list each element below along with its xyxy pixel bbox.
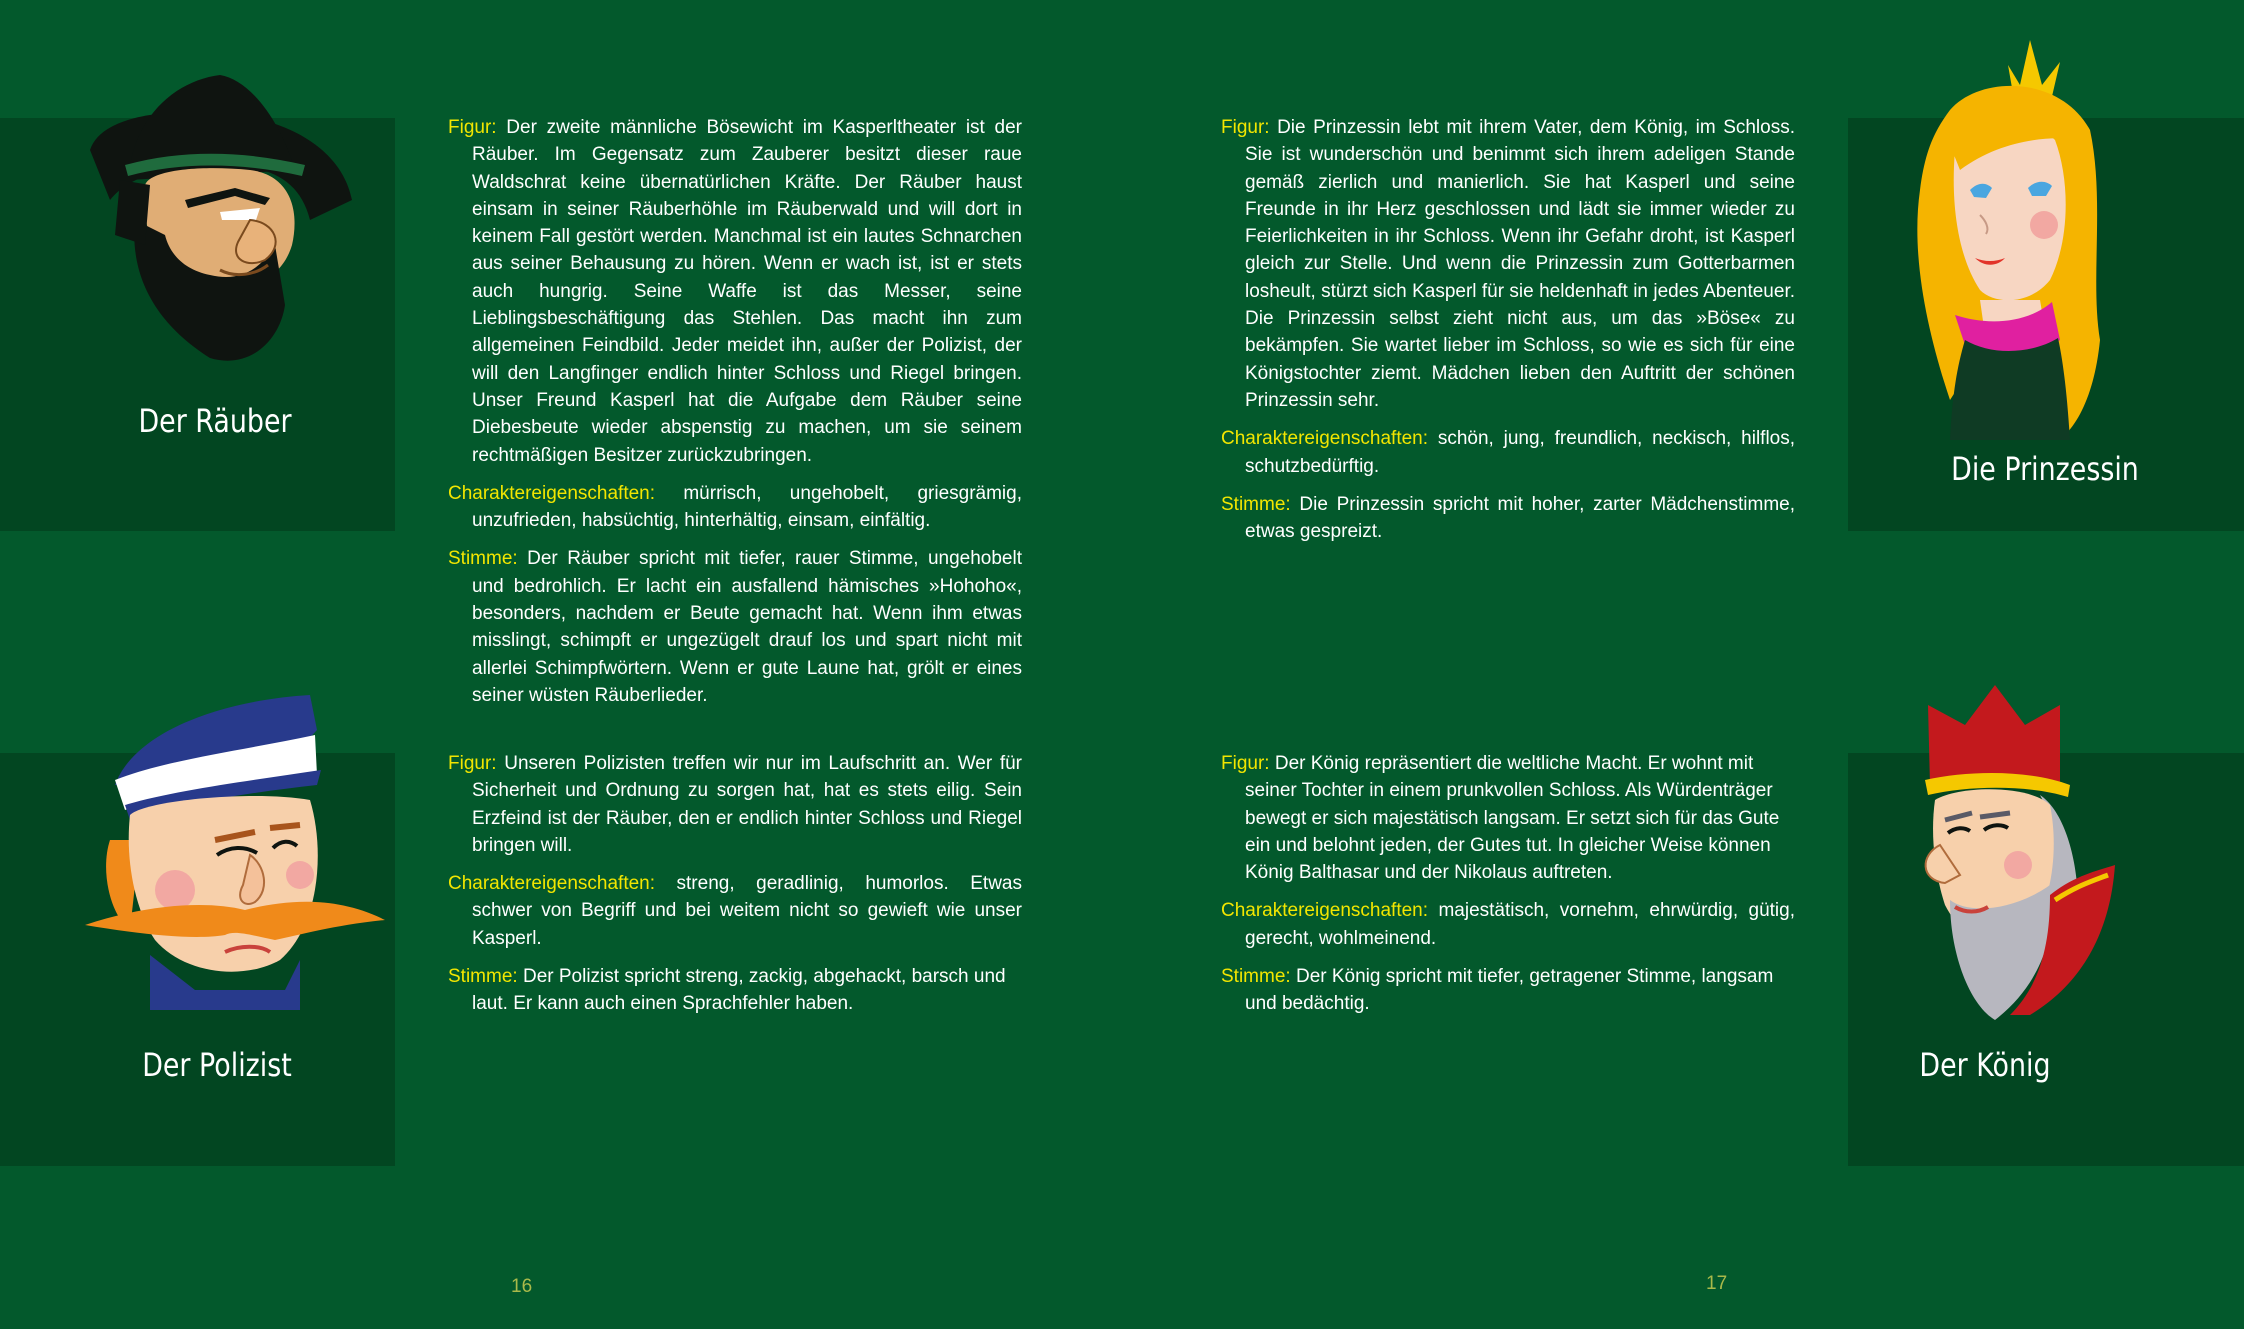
- figur-label: Figur:: [1221, 117, 1270, 138]
- polizist-name: Der Polizist: [142, 1046, 292, 1084]
- raeuber-stimme: [448, 545, 1022, 709]
- polizist-portrait: [85, 690, 385, 1010]
- charakter-text: majestätisch, vornehm, ehrwürdig, gütig, gerecht, wohlmeinend.: [1245, 900, 1795, 949]
- koenig-crown: [1928, 685, 2060, 785]
- raeuber-text: [448, 114, 1022, 720]
- figur-text: Der König repräsentiert die weltliche Macht. Er wohnt mit seiner Tochter in einem prunkvollen Schloss. Als Würdenträger bewegt er sich majestätisch langsam. Er setzt sich für das Gute ein und belohnt jeden, der Gutes tut. In gleicher Weise können König Balthasar und der Nikolaus auftreten.: [1245, 753, 1780, 884]
- polizist-figur: [448, 750, 1022, 859]
- charakter-text: schön, jung, freundlich, neckisch, hilflos, schutzbedürftig.: [1245, 428, 1796, 477]
- prinzessin-dress: [1950, 338, 2070, 440]
- koenig-stimme: [1221, 963, 1795, 1018]
- koenig-figur: [1221, 750, 1795, 886]
- prinzessin-name: Die Prinzessin: [1951, 450, 2139, 488]
- figur-label: Figur:: [448, 753, 497, 774]
- charakter-label: Charaktereigenschaften:: [1221, 428, 1429, 450]
- stimme-label: Stimme:: [448, 548, 518, 570]
- prinzessin-cheek-right: [2030, 211, 2058, 239]
- stimme-text: Der Polizist spricht streng, zackig, abgehackt, barsch und laut. Er kann auch einen Sprachfehler haben.: [472, 966, 1006, 1015]
- stimme-label: Stimme:: [448, 966, 518, 988]
- polizist-charakter: [448, 870, 1022, 952]
- koenig-cheek: [2004, 851, 2032, 879]
- polizist-cheek-left: [155, 870, 195, 910]
- koenig-portrait: [1900, 685, 2130, 1025]
- charakter-text: streng, geradlinig, humorlos. Etwas schwer von Begriff und bei weitem nicht so gewieft wie unser Kasperl.: [472, 873, 1022, 949]
- figur-label: Figur:: [448, 117, 497, 138]
- polizist-eyebrow-right: [270, 825, 300, 828]
- stimme-text: Der Räuber spricht mit tiefer, rauer Stimme, ungehobelt und bedrohlich. Er lacht ein ausfallend hämisches »Hohoho«, besonders, nachdem er Beute gemacht hat. Wenn ihm etwas misslingt, schimpft er ungezügelt drauf los und spart nicht mit allerlei Schimpfwörtern. Wenn er gute Laune hat, grölt er eines seiner wüsten Räuberlieder.: [472, 548, 1022, 706]
- page-number-left: 16: [511, 1276, 533, 1297]
- figur-text: Unseren Polizisten treffen wir nur im Laufschritt an. Wer für Sicherheit und Ordnung zu sorgen hat, hat es stets eilig. Sein Erzfeind ist der Räuber, den er endlich hinter Schloss und Riegel bringen will.: [472, 753, 1023, 856]
- prinzessin-figur: [1221, 114, 1795, 414]
- page-number-right: 17: [1706, 1273, 1728, 1294]
- stimme-label: Stimme:: [1221, 493, 1291, 515]
- charakter-label: Charaktereigenschaften:: [448, 873, 656, 895]
- figur-text: Der zweite männliche Bösewicht im Kasperltheater ist der Räuber. Im Gegensatz zum Zauberer besitzt dieser raue Waldschrat keine übernatürlichen Kräfte. Der Räuber haust einsam in seiner Räuberhöhle im Räuberwald und will dort in keinem Fall gestört werden. Manchmal ist ein lautes Schnarchen aus seiner Behausung zu hören. Wenn er wach ist, ist er stets auch hungrig. Seine Waffe ist das Messer, seine Lieblingsbeschäftigung das Stehlen. Das macht ihn zum allgemeinen Feindbild. Jeder meidet ihn, außer der Polizist, der will den Langfinger endlich hinter Schloss und Riegel bringen. Unser Freund Kasperl hat die Aufgabe dem Räuber seine Diebesbeute wieder abspenstig zu machen, um sie seinem rechtmäßigen Besitzer zurückzubringen.: [472, 117, 1022, 466]
- stimme-text: Der König spricht mit tiefer, getragener Stimme, langsam und bedächtig.: [1245, 966, 1774, 1015]
- raeuber-portrait: [70, 70, 360, 370]
- figur-text: Die Prinzessin lebt mit ihrem Vater, dem König, im Schloss. Sie ist wunderschön und benimmt sich ihrem adeligen Stande gemäß zierlich und manierlich. Sie hat Kasperl und seine Freunde in ihr Herz geschlossen und lädt sie immer wieder zu Feierlichkeiten in ihr Schloss. Wenn ihr Gefahr droht, ist Kasperl gleich zur Stelle. Und wenn die Prinzessin zum Gotterbarmen losheult, stürzt sich Kasperl für sie heldenhaft in jedes Abenteuer. Die Prinzessin selbst zieht nicht aus, um das »Böse« zu bekämpfen. Sie wartet lieber im Schloss, so wie es sich für eine Königstochter ziemt. Mädchen lieben den Auftritt der schönen Prinzessin sehr.: [1245, 117, 1796, 411]
- polizist-text: [448, 750, 1022, 1029]
- koenig-name: Der König: [1919, 1046, 2051, 1084]
- charakter-label: Charaktereigenschaften:: [1221, 900, 1429, 922]
- prinzessin-charakter: [1221, 425, 1795, 480]
- charakter-label: Charaktereigenschaften:: [448, 482, 656, 504]
- polizist-cheek-right: [286, 861, 314, 889]
- koenig-text: [1221, 750, 1795, 1029]
- polizist-stimme: [448, 963, 1022, 1018]
- raeuber-name: Der Räuber: [138, 402, 292, 440]
- stimme-label: Stimme:: [1221, 966, 1291, 988]
- stimme-text: Die Prinzessin spricht mit hoher, zarter Mädchenstimme, etwas gespreizt.: [1245, 493, 1795, 543]
- raeuber-hair: [115, 180, 150, 245]
- prinzessin-text: [1221, 114, 1795, 556]
- prinzessin-portrait: [1890, 40, 2120, 440]
- raeuber-charakter: [448, 480, 1022, 535]
- prinzessin-stimme: [1221, 491, 1795, 546]
- koenig-charakter: [1221, 897, 1795, 952]
- raeuber-figur: [448, 114, 1022, 469]
- figur-label: Figur:: [1221, 753, 1270, 774]
- charakter-text: mürrisch, ungehobelt, griesgrämig, unzufrieden, habsüchtig, hinterhältig, einsam, einfältig.: [472, 482, 1022, 532]
